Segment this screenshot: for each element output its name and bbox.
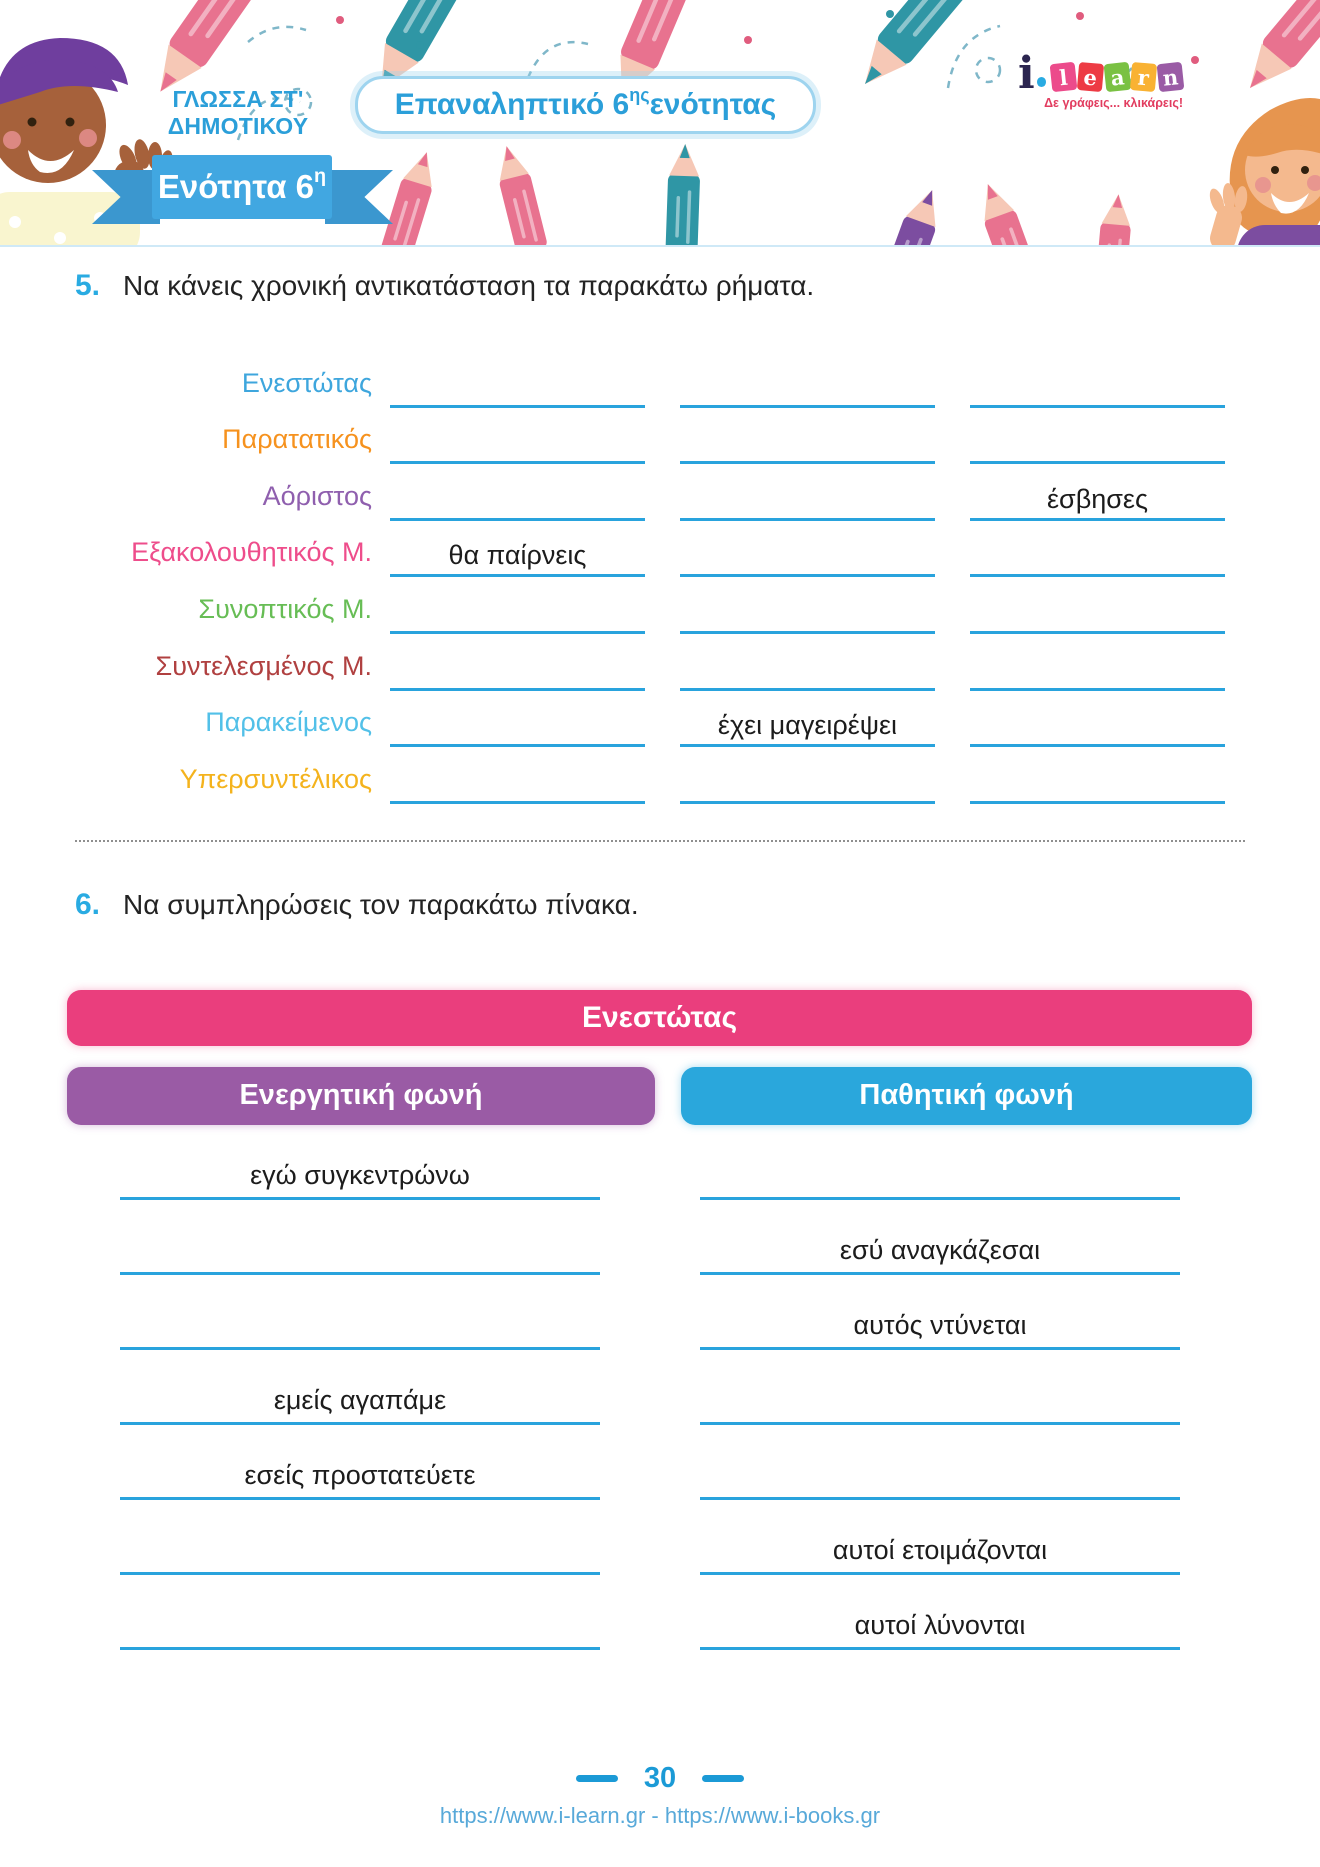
answer-blank[interactable] <box>390 688 645 748</box>
logo-block: n <box>1157 62 1185 92</box>
answer-blank[interactable] <box>390 348 645 408</box>
tense-label: Συντελεσμένος Μ. <box>155 650 372 681</box>
ilearn-logo <box>1018 48 1183 111</box>
active-voice-blank[interactable] <box>120 1572 600 1650</box>
footer-urls[interactable]: https://www.i-learn.gr - https://www.i-books.gr <box>439 1802 881 1828</box>
active-voice-blank[interactable] <box>120 1122 600 1200</box>
table-row <box>0 1425 1320 1500</box>
unit-ribbon <box>90 155 395 235</box>
tense-row <box>90 521 1228 578</box>
active-voice-blank[interactable] <box>120 1497 600 1575</box>
answer-blank[interactable] <box>970 631 1225 691</box>
ribbon-tail-left <box>92 170 160 224</box>
table-row <box>0 1500 1320 1575</box>
section-divider <box>75 840 1245 842</box>
answer-text: θα παίρνεις <box>448 540 587 571</box>
page-number-dash <box>702 1775 744 1782</box>
answer-blank[interactable] <box>680 574 935 634</box>
answer-text: έσβησες <box>1047 483 1148 514</box>
active-voice-blank[interactable] <box>120 1197 600 1275</box>
pencil-icon <box>972 178 1042 245</box>
answer-text: αυτοί ετοιμάζονται <box>832 1534 1048 1565</box>
answer-text: εμείς αγαπάμε <box>273 1384 447 1415</box>
ribbon-tail-right <box>325 170 393 224</box>
page-header <box>0 0 1320 247</box>
review-title-pill <box>355 76 816 134</box>
answer-blank[interactable] <box>680 744 935 804</box>
unit-ribbon-sup: η <box>314 164 327 187</box>
logo-block: a <box>1103 62 1131 92</box>
passive-voice-blank[interactable] <box>700 1197 1180 1275</box>
answer-blank[interactable] <box>970 574 1225 634</box>
review-title-text: Επαναληπτικό 6 <box>394 88 630 121</box>
answer-blank[interactable] <box>680 518 935 578</box>
tense-label: Αόριστος <box>262 480 372 511</box>
answer-text: αυτός ντύνεται <box>853 1309 1027 1340</box>
exercise-5-number: 5. <box>75 269 101 302</box>
voice-table <box>0 1125 1320 1650</box>
pencil-icon <box>491 142 548 245</box>
table-title-bar: Ενεστώτας <box>67 990 1252 1046</box>
page-footer <box>0 1762 1320 1829</box>
answer-blank[interactable] <box>970 744 1225 804</box>
unit-ribbon-text: Ενότητα 6 <box>157 168 314 205</box>
logo-dot-icon <box>1037 77 1046 87</box>
passive-voice-blank[interactable] <box>700 1422 1180 1500</box>
table-row <box>0 1350 1320 1425</box>
answer-blank[interactable] <box>680 688 935 748</box>
answer-blank[interactable] <box>680 348 935 408</box>
answer-blank[interactable] <box>390 405 645 465</box>
review-title-sup: ης <box>629 84 650 105</box>
passive-voice-blank[interactable] <box>700 1497 1180 1575</box>
tense-row <box>90 464 1228 521</box>
answer-blank[interactable] <box>970 518 1225 578</box>
exercise-6-title: Να συμπληρώσεις τον παρακάτω πίνακα. <box>123 888 639 920</box>
active-voice-blank[interactable] <box>120 1272 600 1350</box>
unit-ribbon-label <box>152 155 332 219</box>
passive-voice-blank[interactable] <box>700 1572 1180 1650</box>
logo-letter-i: i <box>1018 48 1035 99</box>
tense-label: Υπερσυντέλικος <box>179 763 372 794</box>
answer-text: εσύ αναγκάζεσαι <box>839 1234 1041 1265</box>
tense-row <box>90 691 1228 748</box>
logo-block: l <box>1050 62 1078 92</box>
active-voice-blank[interactable] <box>120 1347 600 1425</box>
answer-blank[interactable] <box>390 631 645 691</box>
answer-text: έχει μαγειρέψει <box>717 710 898 741</box>
logo-block: r <box>1130 62 1157 92</box>
tense-label: Εξακολουθητικός Μ. <box>131 537 372 568</box>
answer-blank[interactable] <box>390 574 645 634</box>
table-row <box>0 1575 1320 1650</box>
answer-text: εσείς προστατεύετε <box>244 1459 476 1490</box>
passive-voice-blank[interactable] <box>700 1347 1180 1425</box>
tense-row <box>90 408 1228 465</box>
exercise-6 <box>0 888 1320 1650</box>
pencil-icon <box>1234 0 1320 101</box>
voice-headers <box>67 1067 1252 1125</box>
tense-row <box>90 351 1228 408</box>
answer-blank[interactable] <box>390 744 645 804</box>
exercise-5-title: Να κάνεις χρονική αντικατάσταση τα παρακάτω ρήματα. <box>123 270 815 301</box>
tense-label: Παρακείμενος <box>205 707 372 738</box>
logo-tagline: Δε γράφεις... κλικάρεις! <box>1044 96 1183 111</box>
girl-illustration <box>1207 98 1320 245</box>
tense-label: Ενεστώτας <box>241 367 372 398</box>
exercise-6-number: 6. <box>75 887 101 921</box>
table-row <box>0 1275 1320 1350</box>
answer-blank[interactable] <box>970 405 1225 465</box>
tense-label: Συνοπτικός Μ. <box>198 593 372 624</box>
exercise-5 <box>0 269 1320 804</box>
passive-voice-blank[interactable] <box>700 1272 1180 1350</box>
passive-voice-blank[interactable] <box>700 1122 1180 1200</box>
tense-row <box>90 577 1228 634</box>
tense-row <box>90 747 1228 804</box>
pencil-icon <box>878 184 948 245</box>
answer-text: εγώ συγκεντρώνω <box>250 1159 470 1190</box>
pencil-icon <box>849 0 971 97</box>
answer-blank[interactable] <box>680 461 935 521</box>
answer-blank[interactable] <box>970 348 1225 408</box>
answer-blank[interactable] <box>680 631 935 691</box>
page-number-dash <box>576 1775 618 1782</box>
table-row <box>0 1200 1320 1275</box>
course-title: ΓΛΩΣΣΑ ΣΤ' ΔΗΜΟΤΙΚΟΥ <box>167 86 309 139</box>
logo-block: e <box>1077 62 1104 92</box>
table-row <box>0 1125 1320 1200</box>
review-title-suffix: ενότητας <box>649 88 777 121</box>
answer-blank[interactable] <box>680 405 935 465</box>
active-voice-blank[interactable] <box>120 1422 600 1500</box>
answer-blank[interactable] <box>970 688 1225 748</box>
answer-text: αυτοί λύνονται <box>854 1609 1026 1640</box>
passive-voice-header: Παθητική φωνή <box>681 1067 1252 1125</box>
tense-grid <box>90 351 1228 804</box>
page-number: 30 <box>643 1761 677 1794</box>
answer-blank[interactable] <box>390 461 645 521</box>
tense-label: Παρατατικός <box>222 424 372 455</box>
answer-blank[interactable] <box>390 518 645 578</box>
active-voice-header: Ενεργητική φωνή <box>67 1067 655 1125</box>
answer-blank[interactable] <box>970 461 1225 521</box>
tense-row <box>90 634 1228 691</box>
pencil-icon <box>1094 193 1133 245</box>
pencil-icon <box>665 143 701 245</box>
